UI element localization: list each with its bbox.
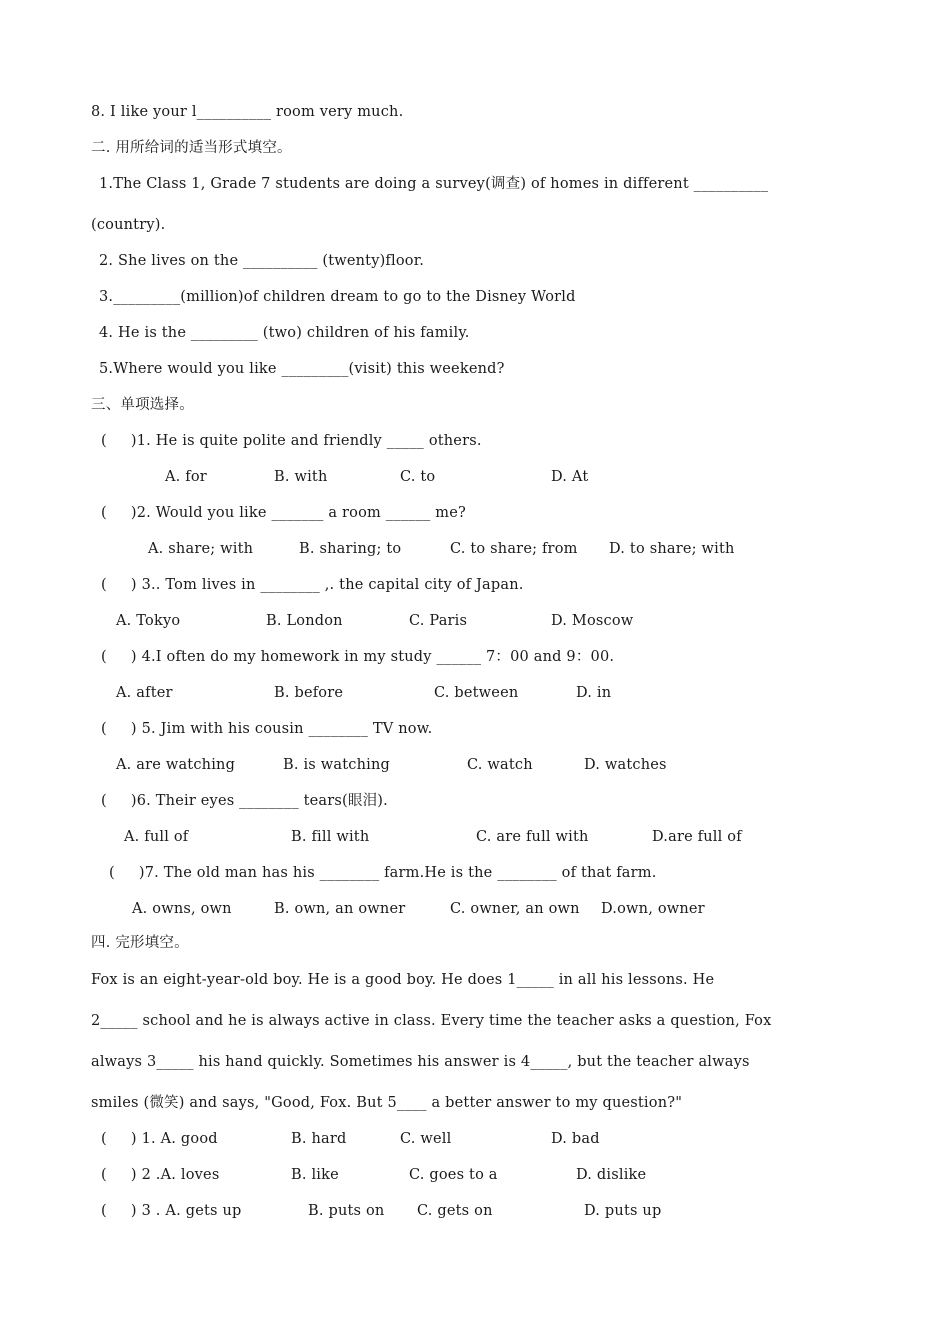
section-4-heading: 四. 完形填空。 [91, 935, 189, 951]
s3-q4-option-d: D. in [576, 685, 612, 701]
s4-q3-option-c: C. gets on [417, 1203, 493, 1219]
s3-q1-option-d: D. At [551, 469, 589, 485]
s2-item-4: 4. He is the _________ (two) children of his family. [99, 325, 470, 341]
s2-item-5: 5.Where would you like _________(visit) this weekend? [99, 361, 505, 377]
s3-q3-option-a: A. Tokyo [116, 613, 181, 629]
s3-q5-option-d: D. watches [584, 757, 667, 773]
s4-q3-option-b: B. puts on [308, 1203, 385, 1219]
s3-q4-option-a: A. after [116, 685, 173, 701]
s4-q1-option-b: B. hard [291, 1131, 347, 1147]
s3-q6-option-b: B. fill with [291, 829, 370, 845]
section-2-heading: 二. 用所给词的适当形式填空。 [91, 140, 292, 156]
s2-item-1: 1.The Class 1, Grade 7 students are doing a survey(调查) of homes in different __________ [99, 176, 769, 192]
s3-q4-option-b: B. before [274, 685, 344, 701]
s3-q2-option-c: C. to share; from [450, 541, 578, 557]
passage-line-4: smiles (微笑) and says, "Good, Fox. But 5____ a better answer to my question?" [91, 1095, 683, 1111]
s3-q6-option-a: A. full of [124, 829, 189, 845]
s3-q1-option-b: B. with [274, 469, 328, 485]
s3-q2-stem: ( )2. Would you like _______ a room ______ me? [101, 505, 467, 521]
section-3-heading: 三、单项选择。 [91, 397, 194, 413]
s3-q1-stem: ( )1. He is quite polite and friendly _____ others. [101, 433, 482, 449]
s3-q1-option-c: C. to [400, 469, 436, 485]
passage-line-3: always 3_____ his hand quickly. Sometimes his answer is 4_____, but the teacher always [91, 1054, 750, 1070]
s4-q1-stem: ( ) 1. A. good [101, 1131, 218, 1147]
s3-q6-option-c: C. are full with [476, 829, 589, 845]
s3-q7-option-b: B. own, an owner [274, 901, 406, 917]
s3-q4-stem: ( ) 4.I often do my homework in my study ______ 7：00 and 9：00. [101, 649, 615, 665]
s4-q1-option-d: D. bad [551, 1131, 600, 1147]
s3-q7-option-a: A. owns, own [132, 901, 232, 917]
s2-item-1-cont: (country). [91, 217, 166, 233]
s3-q5-stem: ( ) 5. Jim with his cousin ________ TV now. [101, 721, 433, 737]
s3-q3-option-c: C. Paris [409, 613, 468, 629]
s3-q3-option-b: B. London [266, 613, 343, 629]
s3-q4-option-c: C. between [434, 685, 519, 701]
s4-q2-option-d: D. dislike [576, 1167, 647, 1183]
s2-item-3: 3._________(million)of children dream to go to the Disney World [99, 289, 576, 305]
s3-q7-option-c: C. owner, an own [450, 901, 580, 917]
s4-q3-stem: ( ) 3 . A. gets up [101, 1203, 242, 1219]
s3-q2-option-d: D. to share; with [609, 541, 735, 557]
s4-q2-stem: ( ) 2 .A. loves [101, 1167, 220, 1183]
s3-q6-stem: ( )6. Their eyes ________ tears(眼泪). [101, 793, 388, 809]
passage-line-1: Fox is an eight-year-old boy. He is a good boy. He does 1_____ in all his lessons. He [91, 972, 715, 988]
passage-line-2: 2_____ school and he is always active in class. Every time the teacher asks a question, Fox [91, 1013, 772, 1029]
s3-q3-stem: ( ) 3.. Tom lives in ________ ,. the capital city of Japan. [101, 577, 524, 593]
s3-q2-option-b: B. sharing; to [299, 541, 402, 557]
s3-q5-option-c: C. watch [467, 757, 533, 773]
item-8: 8. I like your l__________ room very much. [91, 104, 404, 120]
s4-q3-option-d: D. puts up [584, 1203, 662, 1219]
s4-q1-option-c: C. well [400, 1131, 452, 1147]
s3-q7-option-d: D.own, owner [601, 901, 705, 917]
s2-item-2: 2. She lives on the __________ (twenty)floor. [99, 253, 425, 269]
s3-q7-stem: ( )7. The old man has his ________ farm.He is the ________ of that farm. [109, 865, 657, 881]
s3-q2-option-a: A. share; with [148, 541, 254, 557]
s4-q2-option-c: C. goes to a [409, 1167, 498, 1183]
s3-q6-option-d: D.are full of [652, 829, 742, 845]
s3-q3-option-d: D. Moscow [551, 613, 634, 629]
s3-q1-option-a: A. for [165, 469, 207, 485]
s3-q5-option-b: B. is watching [283, 757, 390, 773]
s4-q2-option-b: B. like [291, 1167, 339, 1183]
s3-q5-option-a: A. are watching [116, 757, 236, 773]
